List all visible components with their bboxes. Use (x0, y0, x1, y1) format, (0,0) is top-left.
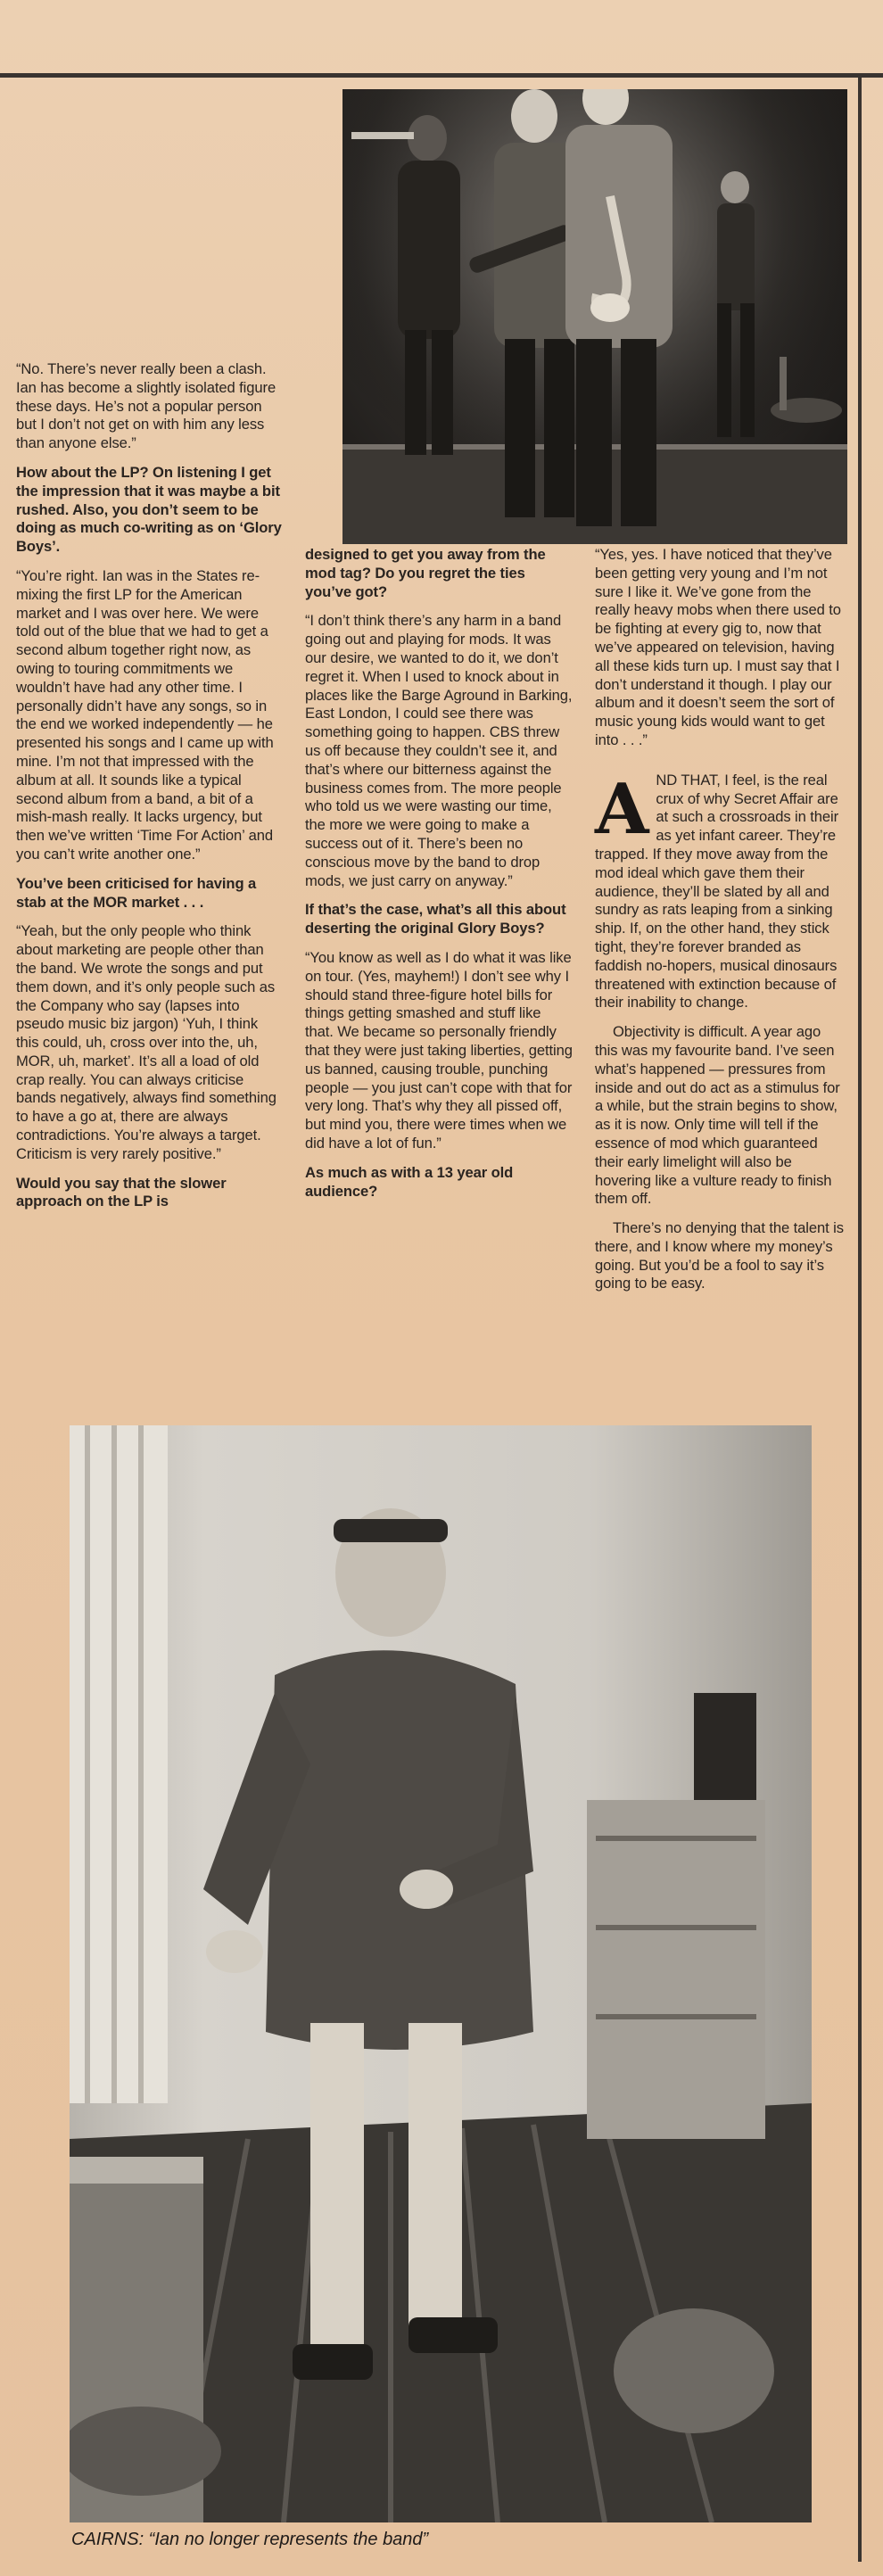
right-rule (858, 73, 862, 2562)
answer-paragraph: “Yes, yes. I have noticed that they’ve been getting very young and I’m not sure I like it. We’ve gone from the really heavy mobs when there used to be fighting at every gig to, now that we’ve appeared on television, having all these kids turn up. I must say that I don’t understand it though. I play our album and it doesn’t seem the sort of music young kids would want to get into . . .” (595, 546, 841, 748)
top-rule (0, 73, 883, 78)
interview-question: As much as with a 13 year old audience? (305, 1163, 514, 1200)
cairns-portrait-illustration (70, 1425, 812, 2522)
conclusion-text: ND THAT, I feel, is the real crux of why Secret Affair are at such a crossroads in their as yet infant career. They’re trapped. If they move away from the mod ideal which gave them their audience, they’ll be slated by all and sundry as rats leaping from a sinking ship. If, on the other hand, they stick tight, they’re forever branded as faddish no-hopers, musical dinosaurs threatened with extinction because of their inability to change. (595, 771, 839, 1011)
article-column-2 (305, 546, 573, 1211)
answer-paragraph: “You know as well as I do what it was like on tour. (Yes, mayhem!) I don’t see why I should stand three-figure hotel bills for things getting smashed and stuff like that. We became so personally friendly that they were just taking liberties, getting us banned, causing trouble, punching people — you just can’t cope with that for very long. That’s why they all pissed off, but mind you, there were times when we did have a lot of fun.” (305, 948, 573, 1152)
band-live-illustration (342, 89, 847, 544)
cairns-portrait-photo (70, 1425, 812, 2522)
answer-paragraph: “No. There’s never really been a clash. Ian has become a slightly isolated figure these days. He’s not a popular person but I don’t not get on with him any less than anyone else.” (16, 360, 276, 452)
drop-cap: A (595, 768, 649, 850)
article-column-1 (16, 360, 282, 1222)
answer-paragraph: “Yeah, but the only people who think about marketing are people other than the band. We wrote the songs and put them down, and it’s only people such as the Company who say (lapses into pseudo music biz jargon) ‘Yuh, I think this could, uh, cross over into the, uh, MOR, uh, market’. It’s all a load of old crap really. You can always criticise bands negatively, always find something to have a go at, there are always contradictions. You’re always a target. Criticism is very rarely positive.” (16, 922, 276, 1162)
conclusion-paragraph: Objectivity is difficult. A year ago this was my favourite band. I’ve seen what’s happened — pressures from inside and out do act as a stimulus for a while, but the strain begins to show, as it is now. Only time will tell if the essence of mod which guaranteed their early limelight will also be hovering like a vulture ready to finish them off. (595, 1023, 840, 1208)
conclusion-paragraph (595, 768, 846, 1012)
answer-paragraph: “You’re right. Ian was in the States re-mixing the first LP for the American market and I was over here. We were told out of the blue that we had to get a second album together right now, as owing to touring commitments we wouldn’t have had any other time. I personally didn’t have any songs, so in the end we worked independently — he presented his songs and I came up with mine. I’m not that impressed with the album at all. It sounds like a typical second album from a band, a bit of a mish-mash really. It lacks urgency, but then we’ve written ‘Time For Action’ and you can’t write another one.” (16, 566, 274, 863)
interview-question: How about the LP? On listening I get the impression that it was maybe a bit rushed. Also, you don’t seem to be doing as much co-writing as on ‘Glory Boys’. (16, 463, 282, 556)
photo-caption: CAIRNS: “Ian no longer represents the band” (71, 2530, 429, 2549)
interview-question: designed to get you away from the mod tag? Do you regret the ties you’ve got? (305, 546, 546, 600)
conclusion-paragraph: There’s no denying that the talent is there, and I know where my money’s going. But you’d be a fool to say it’s going to be easy. (595, 1219, 844, 1292)
interview-question: You’ve been criticised for having a stab at the MOR market . . . (16, 874, 257, 911)
band-live-photo (342, 89, 847, 544)
answer-paragraph: “I don’t think there’s any harm in a band going out and playing for mods. It was our desire, we wanted to do it, we don’t regret it. When I used to knock about in places like the Barge Aground in Barking, East London, I could see there was something going to happen. CBS threw us off because they couldn’t see it, and that’s where our bitterness against the business comes from. The more people who told us we were wasting our time, the more we were going to make a success out of it. There’s been no conscious move by the band to drop mods, we just carry on anyway.” (305, 612, 573, 889)
interview-question: Would you say that the slower approach on the LP is (16, 1174, 227, 1210)
interview-question: If that’s the case, what’s all this about deserting the original Glory Boys? (305, 901, 566, 937)
article-column-3 (595, 546, 846, 1304)
